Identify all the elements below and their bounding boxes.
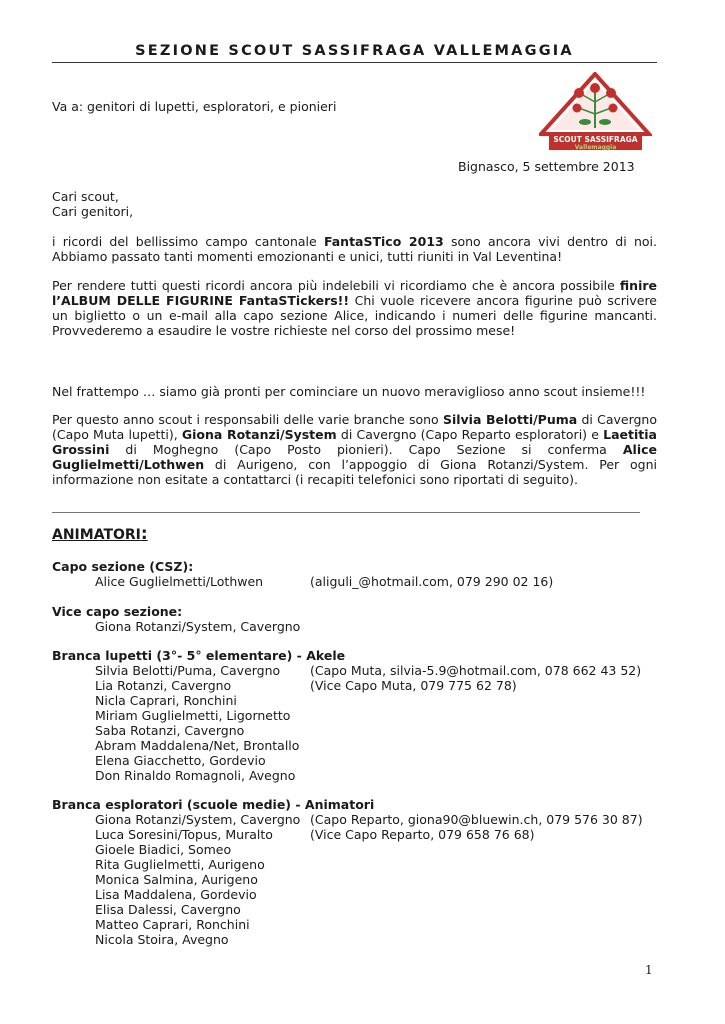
- p1-bold-fantastico: FantaSTico 2013: [323, 234, 444, 249]
- p4-bold-giona: Giona Rotanzi/System: [181, 427, 337, 442]
- list-item: Nicola Stoira, Avegno: [95, 932, 229, 947]
- p4-text-1: Per questo anno scout i responsabili delle varie branche sono: [52, 412, 443, 427]
- list-item: Monica Salmina, Aurigeno: [95, 872, 258, 887]
- list-item: Matteo Caprari, Ronchini: [95, 917, 250, 932]
- list-item: Silvia Belotti/Puma, Cavergno: [95, 663, 281, 678]
- list-item: Luca Soresini/Topus, Muralto: [95, 827, 273, 842]
- list-item: Elena Giacchetto, Gordevio: [95, 753, 266, 768]
- p4-bold-laetitia: Laetitia Grossini: [52, 427, 657, 457]
- paragraph-nuovo-anno: Nel frattempo … siamo già pronti per cominciare un nuovo meraviglioso anno scout insieme!!!: [52, 384, 646, 399]
- p2-text-2: Chi vuole ricevere ancora figurine può scrivere un biglietto o un e-mail alla capo sezione Alice, indicando i numeri delle figurine mancanti. Provvederemo a esaudire le vostre richieste nel corso del prossimo mese!: [52, 293, 658, 338]
- paragraph-responsabili: [52, 412, 657, 487]
- lupetti-contact-vice: (Vice Capo Muta, 079 775 62 78): [310, 678, 517, 693]
- vice-title: Vice capo sezione:: [52, 604, 183, 619]
- document-header-title: SEZIONE SCOUT SASSIFRAGA VALLEMAGGIA: [135, 43, 574, 59]
- paragraph-album: [52, 278, 657, 338]
- list-item: Gioele Biadici, Someo: [95, 842, 232, 857]
- animatori-heading: [52, 524, 148, 544]
- list-item: Nicla Caprari, Ronchini: [95, 693, 237, 708]
- lupetti-title: Branca lupetti (3°- 5° elementare) - Akele: [52, 648, 346, 663]
- esploratori-contact-capo: (Capo Reparto, giona90@bluewin.ch, 079 576 30 87): [310, 812, 643, 827]
- page-number: 1: [645, 963, 653, 977]
- csz-name: Alice Guglielmetti/Lothwen: [95, 574, 264, 589]
- greeting-parents: Cari genitori,: [52, 204, 134, 219]
- vice-name: Giona Rotanzi/System, Cavergno: [95, 619, 301, 634]
- p4-text-5: di Aurigeno, con l’appoggio di Giona Rotanzi/System. Per ogni informazione non esitate a contattarci (i recapiti telefonici sono riportati di seguito).: [52, 457, 657, 487]
- section-divider: [52, 512, 640, 513]
- csz-contact: (aliguli_@hotmail.com, 079 290 02 16): [310, 574, 554, 589]
- list-item: Don Rinaldo Romagnoli, Avegno: [95, 768, 296, 783]
- list-item: Lia Rotanzi, Cavergno: [95, 678, 232, 693]
- esploratori-contact-vice: (Vice Capo Reparto, 079 658 76 68): [310, 827, 535, 842]
- csz-title: Capo sezione (CSZ):: [52, 559, 194, 574]
- animatori-heading-colon: :: [140, 524, 148, 544]
- list-item: Abram Maddalena/Net, Brontallo: [95, 738, 300, 753]
- p1-text-2: sono ancora vivi dentro di noi. Abbiamo passato tanti momenti emozionanti e unici, tutti riuniti in Val Leventina!: [52, 234, 657, 264]
- animatori-heading-text: ANIMATORI: [52, 527, 141, 543]
- p4-text-4: di Moghegno (Capo Posto pionieri). Capo Sezione si conferma: [109, 442, 623, 457]
- p4-text-2: di Cavergno (Capo Muta lupetti),: [52, 412, 657, 442]
- logo-line1-text: SCOUT SASSIFRAGA: [553, 135, 638, 144]
- p2-text-1: Per rendere tutti questi ricordi ancora più indelebili vi ricordiamo che è ancora possibile: [52, 278, 620, 293]
- list-item: Lisa Maddalena, Gordevio: [95, 887, 257, 902]
- p2-bold-album: finire l’ALBUM DELLE FIGURINE FantaSTickers!!: [52, 278, 657, 308]
- logo-triangle-icon: [539, 72, 652, 154]
- list-item: Giona Rotanzi/System, Cavergno: [95, 812, 301, 827]
- p1-text-1: i ricordi del bellissimo campo cantonale: [52, 234, 324, 249]
- logo-line2-text: Vallemaggia: [574, 144, 617, 151]
- list-item: Rita Guglielmetti, Aurigeno: [95, 857, 265, 872]
- greeting-scouts: Cari scout,: [52, 189, 119, 204]
- p4-text-3: di Cavergno (Capo Reparto esploratori) e: [336, 427, 604, 442]
- recipients-line: Va a: genitori di lupetti, esploratori, e pionieri: [52, 99, 337, 114]
- letter-date: Bignasco, 5 settembre 2013: [458, 159, 635, 174]
- paragraph-campo: [52, 234, 657, 264]
- header-divider: [52, 62, 657, 63]
- list-item: Elisa Dalessi, Cavergno: [95, 902, 241, 917]
- esploratori-title: Branca esploratori (scuole medie) - Animatori: [52, 797, 375, 812]
- p4-bold-alice: Alice Guglielmetti/Lothwen: [52, 442, 657, 472]
- lupetti-contact-capo: (Capo Muta, silvia-5.9@hotmail.com, 078 662 43 52): [310, 663, 642, 678]
- scout-sassifraga-logo: [539, 72, 652, 154]
- list-item: Saba Rotanzi, Cavergno: [95, 723, 245, 738]
- p4-bold-silvia: Silvia Belotti/Puma: [442, 412, 578, 427]
- list-item: Miriam Guglielmetti, Ligornetto: [95, 708, 291, 723]
